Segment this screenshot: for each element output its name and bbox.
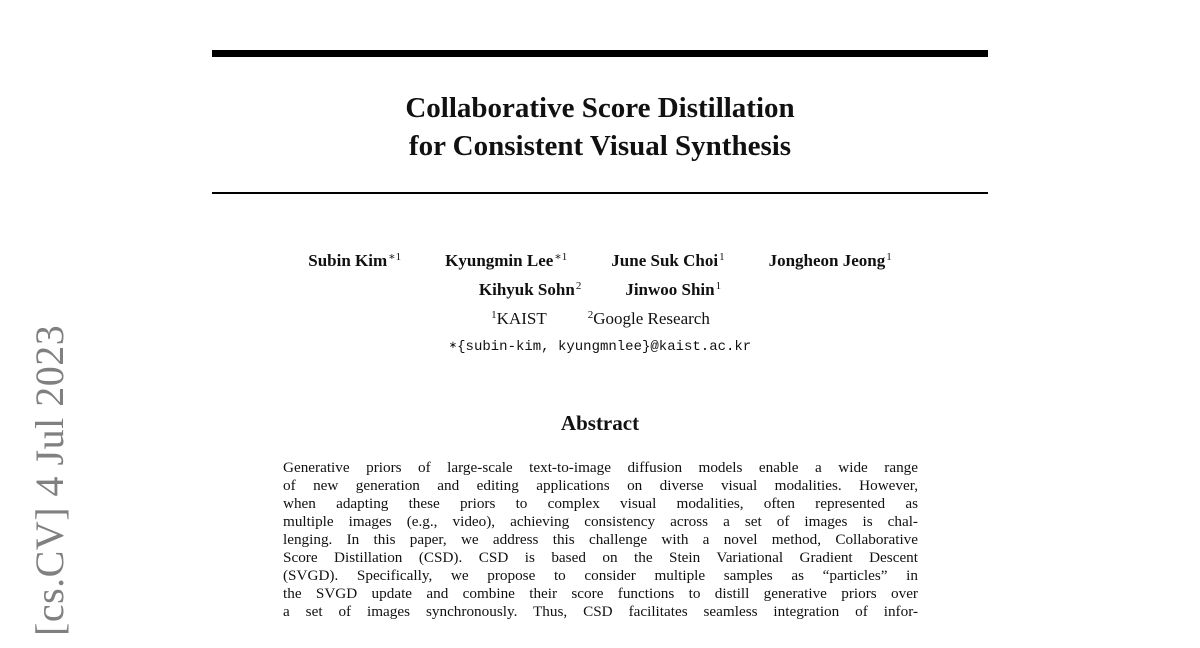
affiliation-mark: 1 <box>491 309 497 321</box>
abstract-line: Generative priors of large-scale text-to-image diffusion models enable a wide range <box>283 459 918 476</box>
affiliation-name: Google Research <box>593 309 710 328</box>
abstract-line: (SVGD). Specifically, we propose to consider multiple samples as “particles” in <box>283 567 918 584</box>
affiliation <box>587 304 710 333</box>
author-name: Jinwoo Shin <box>625 280 715 299</box>
abstract-line: when adapting these priors to complex visual modalities, often represented as <box>283 495 918 512</box>
author-mark: 1 <box>886 251 892 263</box>
author <box>445 246 567 275</box>
abstract-line: Score Distillation (CSD). CSD is based on the Stein Variational Gradient Descent <box>283 549 918 566</box>
abstract-line: the SVGD update and combine their score functions to distill generative priors over <box>283 585 918 602</box>
affiliation-mark: 2 <box>587 309 594 321</box>
abstract-body <box>283 459 918 621</box>
author-row-2 <box>212 275 988 304</box>
abstract-line: of new generation and editing applications on diverse visual modalities. However, <box>283 477 918 494</box>
top-rule <box>212 50 988 57</box>
affiliation <box>490 304 547 333</box>
author-block <box>212 246 988 362</box>
author-name: Jongheon Jeong <box>768 251 886 270</box>
email-mark: ∗ <box>448 340 458 351</box>
author-mark: ∗1 <box>554 251 568 263</box>
abstract-line: a set of images synchronously. Thus, CSD facilitates seamless integration of infor- <box>283 603 918 620</box>
author-mark: 1 <box>719 251 725 263</box>
author <box>308 246 401 275</box>
author-name: Kihyuk Sohn <box>478 280 575 299</box>
author-name: Kyungmin Lee <box>445 251 554 270</box>
author <box>625 275 721 304</box>
abstract-heading: Abstract <box>560 411 640 435</box>
affiliations <box>212 304 988 333</box>
author <box>611 246 724 275</box>
title-line-2: for Consistent Visual Synthesis <box>408 130 792 162</box>
author <box>479 275 581 304</box>
author-name: Subin Kim <box>308 251 388 270</box>
abstract-line: multiple images (e.g., video), achieving consistency across a set of images is chal- <box>283 513 918 530</box>
author-name: June Suk Choi <box>611 251 719 270</box>
arxiv-stamp: [cs.CV] 4 Jul 2023 <box>27 324 72 636</box>
author-mark: ∗1 <box>388 251 402 263</box>
author <box>769 246 892 275</box>
title-rule <box>212 192 988 194</box>
affiliation-name: KAIST <box>496 309 547 328</box>
author-mark: 2 <box>575 280 582 292</box>
abstract-line: lenging. In this paper, we address this challenge with a novel method, Collaborative <box>283 531 918 548</box>
contact-email <box>212 333 988 362</box>
author-mark: 1 <box>715 280 722 292</box>
title-line-1: Collaborative Score Distillation <box>405 92 795 124</box>
paper-title <box>212 89 988 165</box>
email-text: {subin-kim, kyungmnlee}@kaist.ac.kr <box>457 339 752 355</box>
author-row-1 <box>212 246 988 275</box>
